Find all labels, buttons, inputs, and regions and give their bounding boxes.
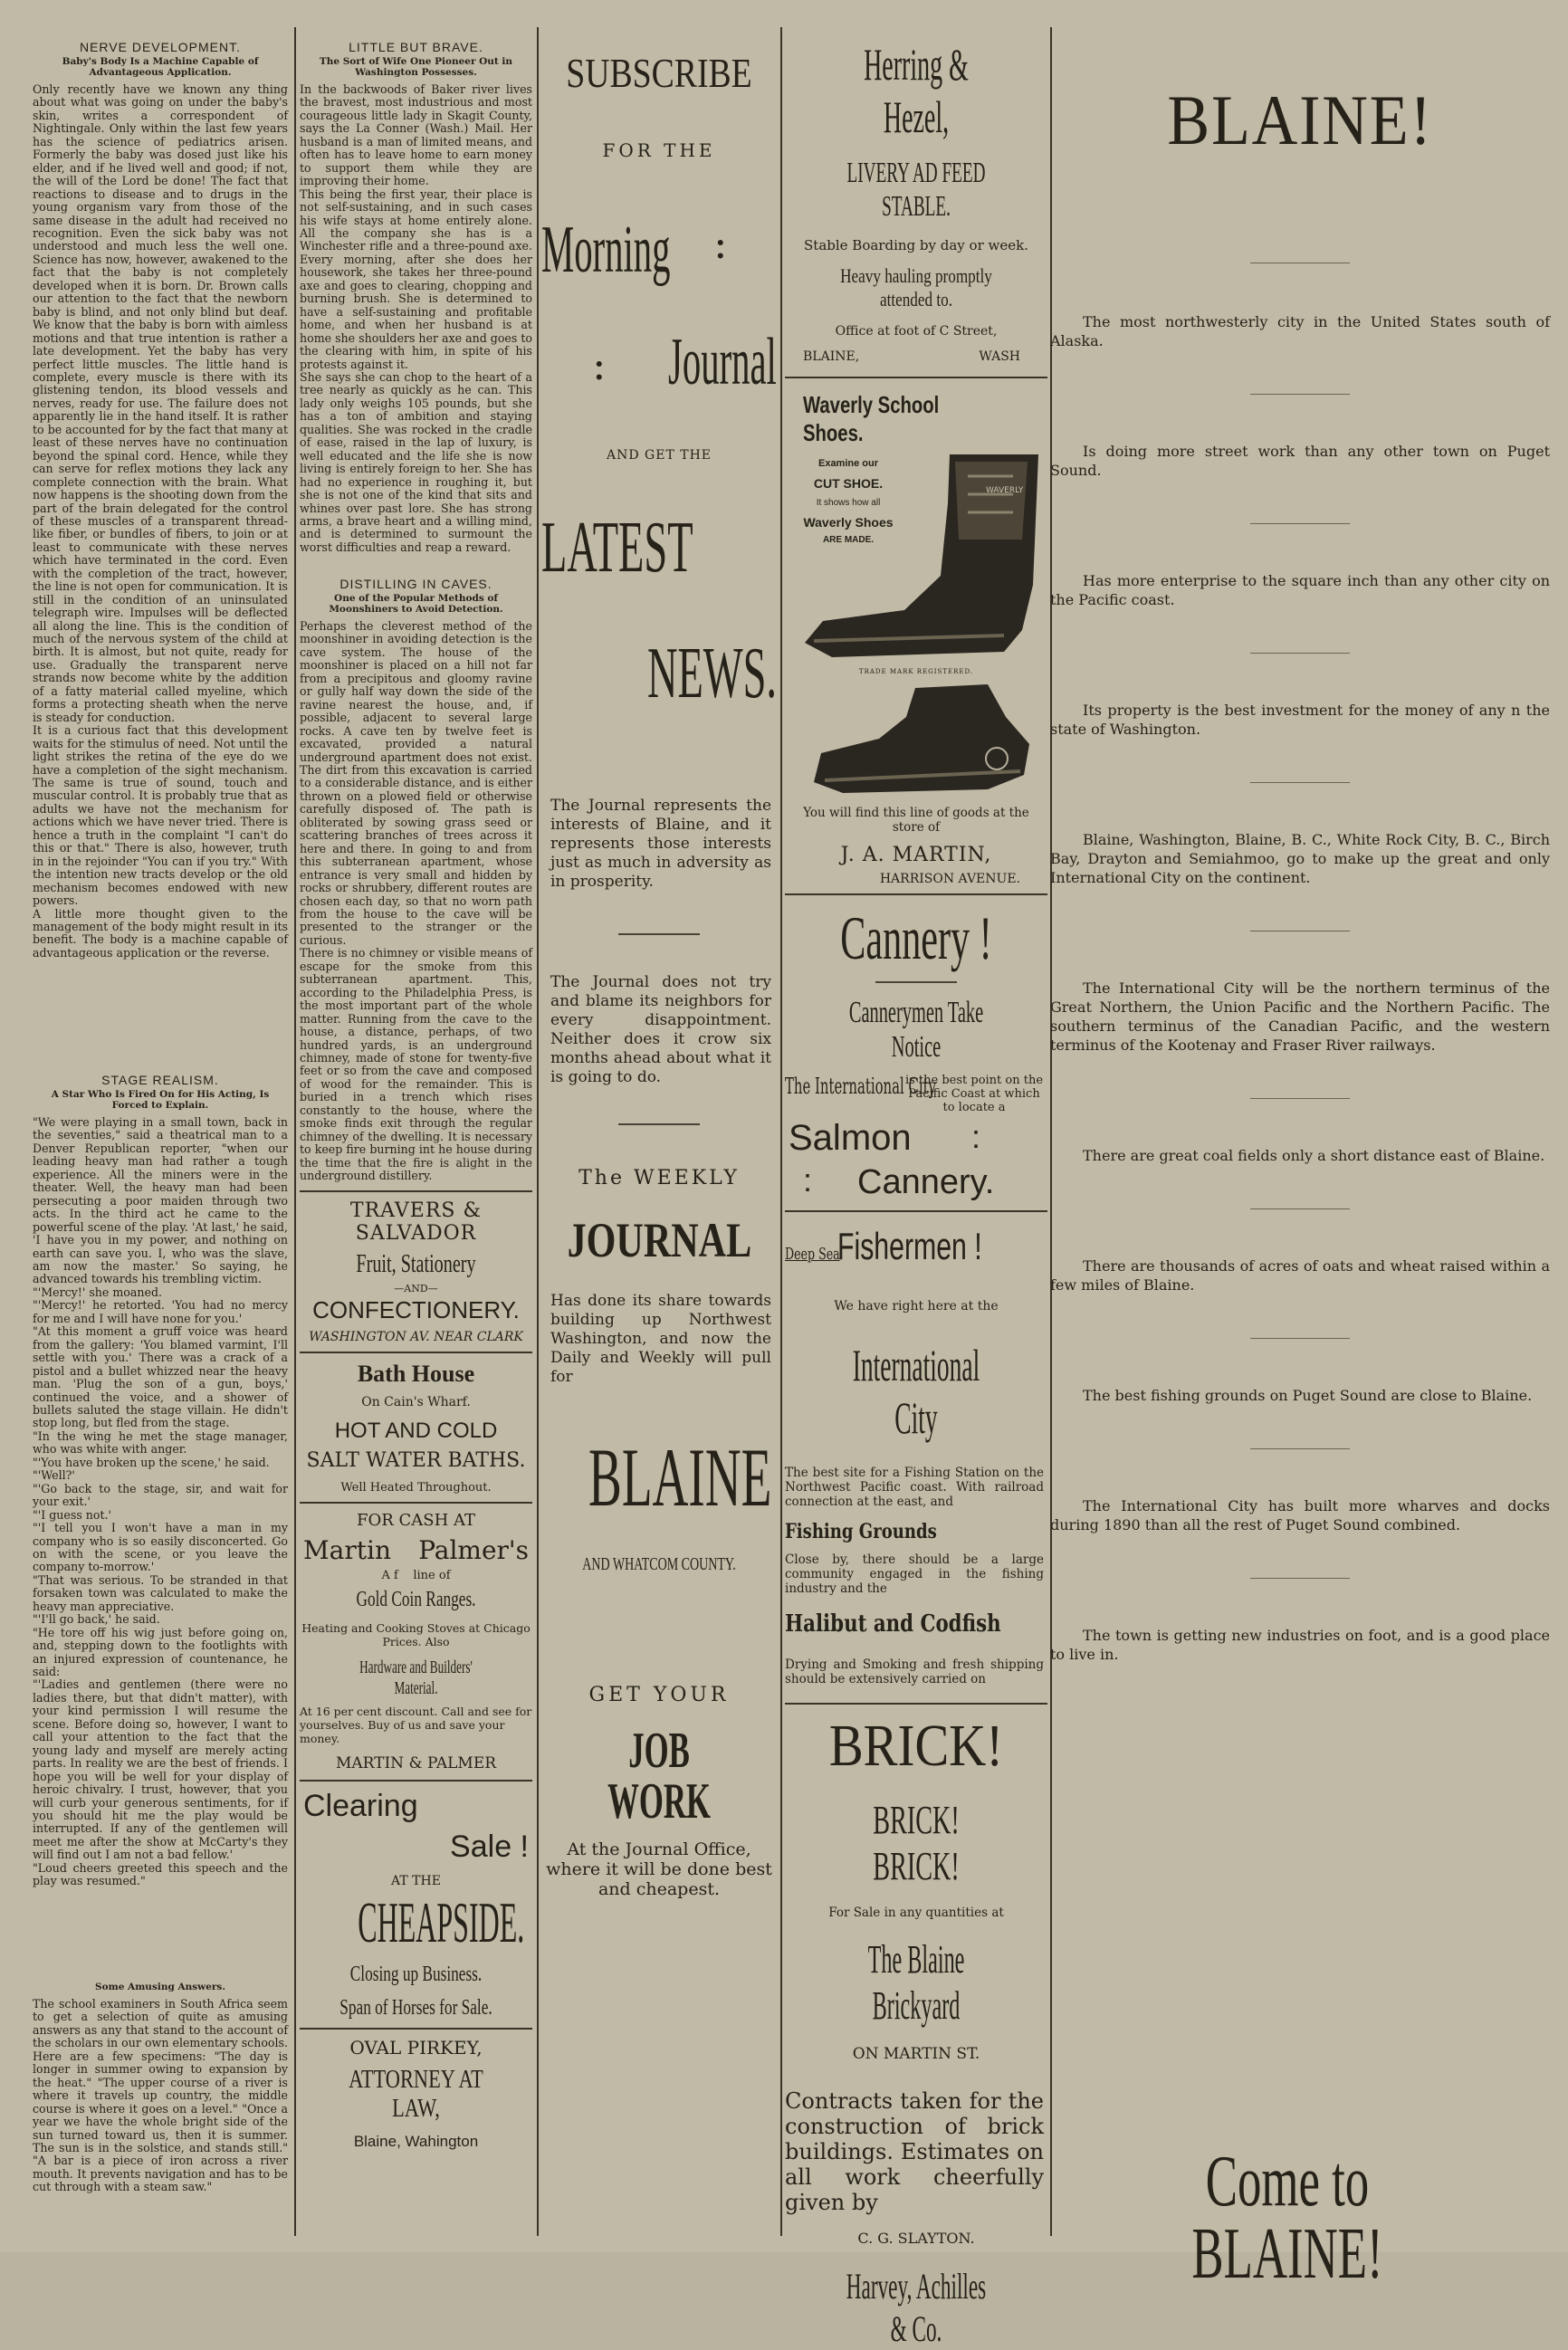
article-subtitle: A Star Who Is Fired On for His Acting, Is Forced to Explain.	[51, 1089, 270, 1111]
ad-line: ON MARTIN ST.	[852, 2045, 980, 2063]
article-subtitle: One of the Popular Methods of Moonshiners to Avoid Detection.	[329, 593, 503, 615]
colon-mark: :	[971, 1118, 981, 1155]
article-title: Some Amusing Answers.	[95, 1982, 225, 1992]
ad-line: Closing up Business.	[349, 1963, 483, 1986]
blaine-fact: The most northwesterly city in the United States south of Alaska.	[1050, 313, 1550, 349]
ad-line: WASH	[979, 349, 1020, 364]
cannery-ad	[785, 903, 1047, 1201]
ad-line: The Blaine Brickyard	[867, 1937, 965, 2028]
ad-line: Close by, there should be a large community engaged in the fishing industry and the	[785, 1552, 1044, 1596]
ad-line: Hardware and Builders' Material.	[359, 1657, 473, 1698]
separator	[1250, 782, 1350, 783]
ad-line: Blaine, Wahington	[353, 2133, 479, 2150]
divider	[785, 1210, 1047, 1212]
article-title: STAGE REALISM.	[101, 1073, 219, 1087]
get-your: GET YOUR	[588, 1684, 730, 1706]
ad-title: Herring & Hezel,	[864, 39, 969, 142]
ad-title: Waverly School Shoes.	[803, 391, 940, 446]
blaine-fact: The International City will be the northern terminus of the Great Northern, the Union Pacific and the Northern Pacific. The southern terminus of the Canadian Pacific, and the western terminus of the Kootenay and Fraser River railways.	[1050, 979, 1550, 1054]
ad-line: Clearing	[303, 1789, 418, 1823]
job-work-title: JOB WORK	[607, 1723, 711, 1829]
svg-text:WAVERLY: WAVERLY	[986, 486, 1024, 495]
separator	[1250, 1338, 1350, 1339]
blaine-fact: There are thousands of acres of oats and wheat raised within a few miles of Blaine.	[1050, 1257, 1550, 1294]
ad-line: The International City	[785, 1074, 937, 1099]
article-title: NERVE DEVELOPMENT.	[79, 40, 241, 54]
divider	[300, 1502, 532, 1504]
subscribe-heading: SUBSCRIBE	[566, 50, 752, 96]
ad-line: HOT AND COLD	[334, 1419, 498, 1443]
ad-line: A f	[381, 1569, 398, 1582]
and-get-the: AND GET THE	[607, 448, 712, 463]
fishermen-ad	[785, 1225, 1047, 1686]
waverly-shoes-ad	[785, 391, 1047, 886]
ad-line: line of	[413, 1569, 451, 1582]
ad-title: Cannery !	[840, 903, 992, 972]
weekly-journal-title: JOURNAL	[567, 1213, 752, 1267]
ad-line: Drying and Smoking and fresh shipping should be extensively carried on	[785, 1657, 1044, 1686]
ad-line: ATTORNEY AT LAW,	[349, 2066, 483, 2123]
journal-text: The Journal represents the interests of Blaine, and it represents those interests just as much in adversity as in prosperity.	[550, 797, 771, 891]
ad-line: —AND—	[394, 1283, 438, 1294]
divider	[300, 1780, 532, 1782]
column-blaine	[1018, 0, 1557, 2294]
ad-line: Salmon	[789, 1118, 912, 1158]
separator	[1250, 394, 1350, 395]
ad-line: ARE MADE.	[822, 535, 875, 545]
whatcom-county: AND WHATCOM COUNTY.	[582, 1554, 736, 1574]
ad-line: AT THE	[391, 1874, 441, 1888]
ad-line: Gold Coin Ranges.	[356, 1588, 476, 1611]
ad-line: You will find this line of goods at the store of	[803, 806, 1029, 835]
ad-name: Palmer's	[418, 1535, 529, 1565]
brick-ad	[785, 1712, 1047, 2350]
ad-line: Cannery.	[857, 1163, 995, 1201]
journal-word: Journal	[668, 325, 777, 399]
ad-line: Contracts taken for the construction of brick buildings. Estimates on all work cheerfully given by	[785, 2088, 1044, 2215]
ad-line: Fishing Grounds	[785, 1520, 937, 1543]
morning-word: Morning	[541, 213, 671, 287]
ad-line: BRICK! BRICK!	[873, 1798, 960, 1888]
blaine-fact: There are great coal fields only a short distance east of Blaine.	[1083, 1147, 1545, 1164]
ad-line: Fruit, Stationery	[356, 1250, 476, 1278]
ad-title: Bath House	[357, 1361, 475, 1387]
divider	[300, 2028, 532, 2030]
martin-palmer-ad	[300, 1511, 532, 1772]
separator	[1250, 1578, 1350, 1579]
ad-line: CONFECTIONERY.	[312, 1296, 520, 1323]
separator	[875, 981, 957, 983]
ad-line: BLAINE,	[803, 349, 860, 364]
column-ads	[785, 0, 1047, 2349]
article-body: "We were playing in a small town, back in the seventies," said a theatrical man to a Denver Republican reporter, "when our leading heavy man had rather a tough experience. All the miners were in the theater. Well, the heavy man had been persecuting a poor maiden through two acts. In the third act he came to the powerful scene of the play. 'At last,' he said, 'I have you in my power, and nothing on earth can save you. I, who was the slave, am now the master.' So saying, he advanced towards his trembling victim. "'Mercy!' she moaned. "'Mercy!' he retorted. 'You had no mercy for me and I will have none for you.' "At this moment a gruff voice was heard from the gallery: 'You blamed varmint, I'll settle with you.' There was a crack of a pistol and a bullet whizzed near the heavy man. 'Plug the son of a gun, boys,' continued the voice, and a shower of bullets saluted the stage villain. He didn't stop long, but fled from the stage. "In the wing he met the stage manager, who was white with anger. "'You have broken up the scene,' he said. "'Well?' "'Go back to the stage, sir, and wait for your exit.' "'I guess not.' "'I tell you I won't have a man in my company who is so easily disconcerted. Go on with the scene, or you leave the company to-morrow.' "That was serious. To be stranded in that forsaken town was calculated to make the heavy man appreciative. "'I'll go back,' he said. "He tore off his wig just before going on, and, stepping down to the footlights with an injured expression of countenance, he said: "'Ladies and gentlemen (there were no ladies there, but that didn't matter), with your kind permission I will resume the scene. Before doing so, however, I want to call your attention to the fact that the young lady and myself are merely acting parts. In reality we are the best of friends. I hope you will be well for your display of heroic chivalry. I trust, however, that you will curb your generous sentiments, for if you should hit me the play would be interrupted. If any of the gentlemen will meet me after the show at McCarty's they will find out I am not a bad fellow.' "Loud cheers greeted this speech and the play was resumed."	[33, 1115, 288, 1888]
come-to-blaine: Come to BLAINE!	[1191, 2142, 1383, 2294]
column-rule	[780, 27, 782, 2236]
journal-text: The Journal does not try and blame its neighbors for every disappointment. Neither does it crow six months ahead about what it is going to do.	[550, 973, 771, 1086]
article-title: LITTLE BUT BRAVE.	[349, 40, 483, 54]
column-journal-ad	[541, 0, 777, 2252]
ad-line: At 16 per cent discount. Call and see for yourselves. Buy of us and save your money.	[300, 1705, 532, 1745]
ad-line: Examine our	[817, 458, 879, 469]
ad-line: For Sale in any quantities at	[828, 1906, 1004, 1920]
blaine-fact: The best fishing grounds on Puget Sound are close to Blaine.	[1083, 1387, 1533, 1404]
separator	[1250, 1098, 1350, 1099]
blaine-fact: Has more enterprise to the square inch than any other city on the Pacific coast.	[1050, 572, 1550, 608]
blaine-fact: Blaine, Washington, Blaine, B. C., White Rock City, B. C., Birch Bay, Drayton and Semiahmoo, go to make up the great and only International City on the continent.	[1050, 831, 1550, 886]
divider	[785, 1703, 1047, 1705]
blaine-fact: Its property is the best investment for the money of any n the state of Washington.	[1050, 702, 1550, 738]
divider	[300, 1190, 532, 1192]
colon-mark: :	[803, 1161, 813, 1199]
clearing-sale-ad	[300, 1789, 532, 2020]
column-news-2	[300, 0, 532, 2252]
separator	[1250, 653, 1350, 654]
ad-line: Harvey, Achilles & Co.	[846, 2266, 987, 2349]
ad-line: FOR CASH AT	[356, 1511, 476, 1530]
ad-title: CHEAPSIDE.	[358, 1890, 525, 1954]
ad-title: BRICK!	[828, 1713, 1004, 1779]
separator	[618, 933, 700, 935]
ad-line: Sale !	[450, 1829, 529, 1864]
article-body: Only recently have we known any thing about what was going on under the baby's skin, writes a correspondent of Nightingale. Only within the last few years has the science of pediatrics arisen. Formerly the baby was dosed just like his elder, and if he lived well and good; if not, the will of the Lord be done! The fact that reactions to disease and to drugs in the young organism vary from those of the same disease in the adult had received no recognition. Even the sick baby was not understood and much less the well one. Science has now, however, awakened to the fact that the baby is not completely developed when it is born. Dr. Brown calls our attention to the fact that the newborn baby is blind, and not only blind but deaf. We know that the baby is born with aimless motions and that true intention is rather a late development. Yet the baby has very perfect little muscles. The little hand is complete, every muscle is there with its glistening tendon, its blood vessels and nerves, ready for use. The failure does not apparently lie in the hand itself. It is rather to be accounted for by the fact that many at least of these nerves have no continuation beyond the spinal cord. Hence, while they can serve for reflex motions they lack any complete connection with the brain. What now happens is the shooting down from the part of the brain delegated for the control of these muscles of a transparent thread-like fiber, or bundles of fibers, to join or at least to communicate with these nerves which have terminated in the cord. Even with the completion of the tract, however, the line is not open for communication. It is still in the condition of an uninsulated telegraph wire. Impulses will be deflected all along the line. This is the condition of much of the nervous system of the child at birth. It is almost, but not quite, ready for use. Gradually the transparent nerve strands now become white by the addition of a fatty material called myeline, which forms a protecting sheath when the nerve is steady for conduction. It is a curious fact that this development waits for the stimulus of need. Not until the light strikes the retina of the eye do we have a completion of the sight mechanism. The same is true of sound, touch and muscular control. It is probably true that as adults we have not the mechanism for actions which we have never tried. There is hence a truth in the complaint "I can't do this or that." There is also, however, truth in in the rejoinder "You can if you try." With the intention new tracts develop or the old mechanism becomes endowed with new powers. A little more thought given to the management of the body might result in its benefit. The body is a machine capable of advantageous application or the reverse.	[33, 82, 288, 960]
separator	[1250, 523, 1350, 524]
ad-line: The best site for a Fishing Station on the Northwest Pacific coast. With railroad connection at the east, and	[785, 1466, 1044, 1509]
ad-line: Stable Boarding by day or week.	[804, 237, 1028, 253]
colon-mark: :	[713, 219, 728, 268]
ad-line: is the best point on the Pacific Coast at which to locate a	[904, 1074, 1044, 1114]
divider	[300, 1352, 532, 1353]
divider	[785, 377, 1047, 378]
latest-word: LATEST	[541, 508, 693, 588]
shoe-illustration-icon	[807, 681, 1033, 798]
bath-house-ad	[300, 1361, 532, 1495]
separator	[1250, 1448, 1350, 1449]
ad-line: Cannerymen Take Notice	[848, 996, 984, 1064]
divider	[785, 893, 1047, 895]
article-body: The school examiners in South Africa seem to get a selection of quite as amusing answers as any that stand to the account of the scholars in our own elementary schools. Here are a few specimens: "The day is longer in summer owing to expansion by the heat." "The upper course of a river is where it travels up country, the middle course is where it goes on a level." "Once a year we have the whole bright side of the sun turned toward us, then it is summer. The sun is in the solstice, and stands still." "A bar is a piece of iron across a river mouth. It prevents navigation and has to be cut through with a steam saw."	[33, 1997, 288, 2194]
ad-line: Heavy hauling promptly attended to.	[840, 264, 992, 310]
separator	[1250, 1208, 1350, 1209]
ad-line: Span of Horses for Sale.	[339, 1996, 492, 2020]
journal-text: Has done its share towards building up Northwest Washington, and now the Daily and Weekly will pull for	[550, 1292, 771, 1386]
ad-line: Office at foot of C Street,	[835, 324, 998, 339]
ad-name: TRAVERS & SALVADOR	[349, 1199, 483, 1245]
blaine-headline: BLAINE!	[1167, 81, 1433, 159]
for-the: FOR THE	[602, 139, 716, 161]
ad-signature: MARTIN & PALMER	[335, 1754, 497, 1772]
ad-line: International City	[852, 1340, 980, 1443]
column-rule	[537, 27, 539, 2236]
ad-line: TRADE MARK REGISTERED.	[858, 668, 974, 675]
ad-line: Halibut and Codfish	[785, 1610, 1001, 1638]
ad-line: C. G. SLAYTON.	[857, 2230, 975, 2247]
ad-title: Fishermen !	[837, 1225, 982, 1267]
weekly-label: The WEEKLY	[578, 1167, 740, 1189]
ad-line: We have right here at the	[834, 1299, 999, 1314]
herring-hezel-ad	[785, 38, 1047, 364]
ad-line: SALT WATER BATHS.	[306, 1449, 526, 1472]
ad-line: Waverly Shoes	[803, 515, 894, 530]
attorney-ad	[300, 2037, 532, 2151]
separator	[618, 1123, 700, 1125]
article-body: In the backwoods of Baker river lives the bravest, most industrious and most courageous little lady in Skagit County, says the La Conner (Wash.) Mail. Her husband is a man of limited means, and often has to leave home to earn money to support them while they are improving their home. This being the first year, their place is not self-sustaining, and in such cases his wife stays at home entirely alone. All the company she has is a Winchester rifle and a three-pound axe. Every morning, after she does her housework, she takes her three-pound axe and goes to clearing, chopping and burning brush. She is determined to have a self-sustaining and profitable home, and when her husband is at home she shoulders her axe and goes to the clearing with him, in spite of his protests against it. She says she can chop to the heart of a tree nearly as quickly as he can. This lady only weighs 105 pounds, but she has a ton of ambition and staying qualities. She was rocked in the cradle of ease, raised in the lap of luxury, is well educated and the life she is now living is entirely foreign to her. She has had no experience in roughing it, but she is not one of the kind that sits and whines over past lore. She has strong arms, a brave heart and a willing mind, and is determined to surmount the worst difficulties and reap a reward.	[300, 82, 532, 554]
ad-name: OVAL PIRKEY,	[349, 2037, 483, 2059]
ad-line: LIVERY AD FEED STABLE.	[846, 156, 986, 222]
ad-line: Deep Sea	[785, 1245, 840, 1264]
article-subtitle: The Sort of Wife One Pioneer Out in Washington Possesses.	[319, 56, 513, 78]
blaine-fact: The International City has built more wharves and docks during 1890 than all the rest of Puget Sound combined.	[1050, 1497, 1550, 1533]
ad-name: Martin	[303, 1535, 391, 1565]
blaine-word: BLAINE	[588, 1431, 772, 1524]
ad-address: WASHINGTON AV. NEAR CLARK	[309, 1330, 523, 1344]
ad-name: J. A. MARTIN,	[840, 844, 992, 866]
ad-line: It shows how all	[816, 498, 881, 508]
colon-mark: :	[592, 340, 607, 389]
article-title: DISTILLING IN CAVES.	[339, 577, 492, 591]
news-word: NEWS.	[646, 634, 777, 713]
blaine-items	[1050, 263, 1550, 1664]
article-subtitle: Baby's Body Is a Machine Capable of Advantageous Application.	[62, 56, 259, 78]
ad-line: Heating and Cooking Stoves at Chicago Prices. Also	[301, 1621, 531, 1648]
ad-line: HARRISON AVENUE.	[879, 872, 1020, 886]
ad-line: Well Heated Throughout.	[340, 1481, 492, 1495]
journal-office-text: At the Journal Office, where it will be done best and cheapest.	[546, 1839, 772, 1899]
ad-line: CUT SHOE.	[813, 476, 884, 491]
column-rule	[294, 27, 296, 2236]
blaine-fact: The town is getting new industries on foot, and is a good place to live in.	[1050, 1627, 1550, 1663]
travers-salvador-ad	[300, 1199, 532, 1344]
blaine-fact: Is doing more street work than any other town on Puget Sound.	[1050, 443, 1550, 479]
article-body: Perhaps the cleverest method of the moonshiner in avoiding detection is the cave system. The house of the moonshiner is placed on a hill not far from a precipitous and gloomy ravine or gully half way down the side of the ravine nearest the house, and, if possible, adjacent to several large rocks. A cave ten by twelve feet is excavated, provided a natural underground apartment does not exist. The dirt from this excavation is carried to a considerable distance, and is either thrown on a plowed field or otherwise carefully disposed of. The path is obliterated by sowing grass seed or scattering branches of trees across it here and there. In going to and from this subterranean apartment, whose entrance is very small and hidden by rocks or shrubbery, different routes are chosen each day, so that no worn path from the house to the cave will be presented to the stranger or the curious. There is no chimney or visible means of escape for the smoke from this subterranean apartment. This, according to the Philadelphia Press, is the most important part of the whole matter. Running from the cave to the house, a distance, perhaps, of two hundred yards, is an underground chimney, made of stone for twenty-five feet or so from the cave and composed of wood for the remainder. This is buried in a trench which rises constantly to the house, where the smoke finds exit through the regular chimney of the dwelling. It is necessary to keep fire burning int he house during the time that the fire is alight in the underground distillery.	[300, 619, 532, 1183]
boot-illustration-icon	[796, 449, 1038, 659]
ad-line: On Cain's Wharf.	[361, 1395, 471, 1409]
column-news-1	[33, 0, 288, 2252]
